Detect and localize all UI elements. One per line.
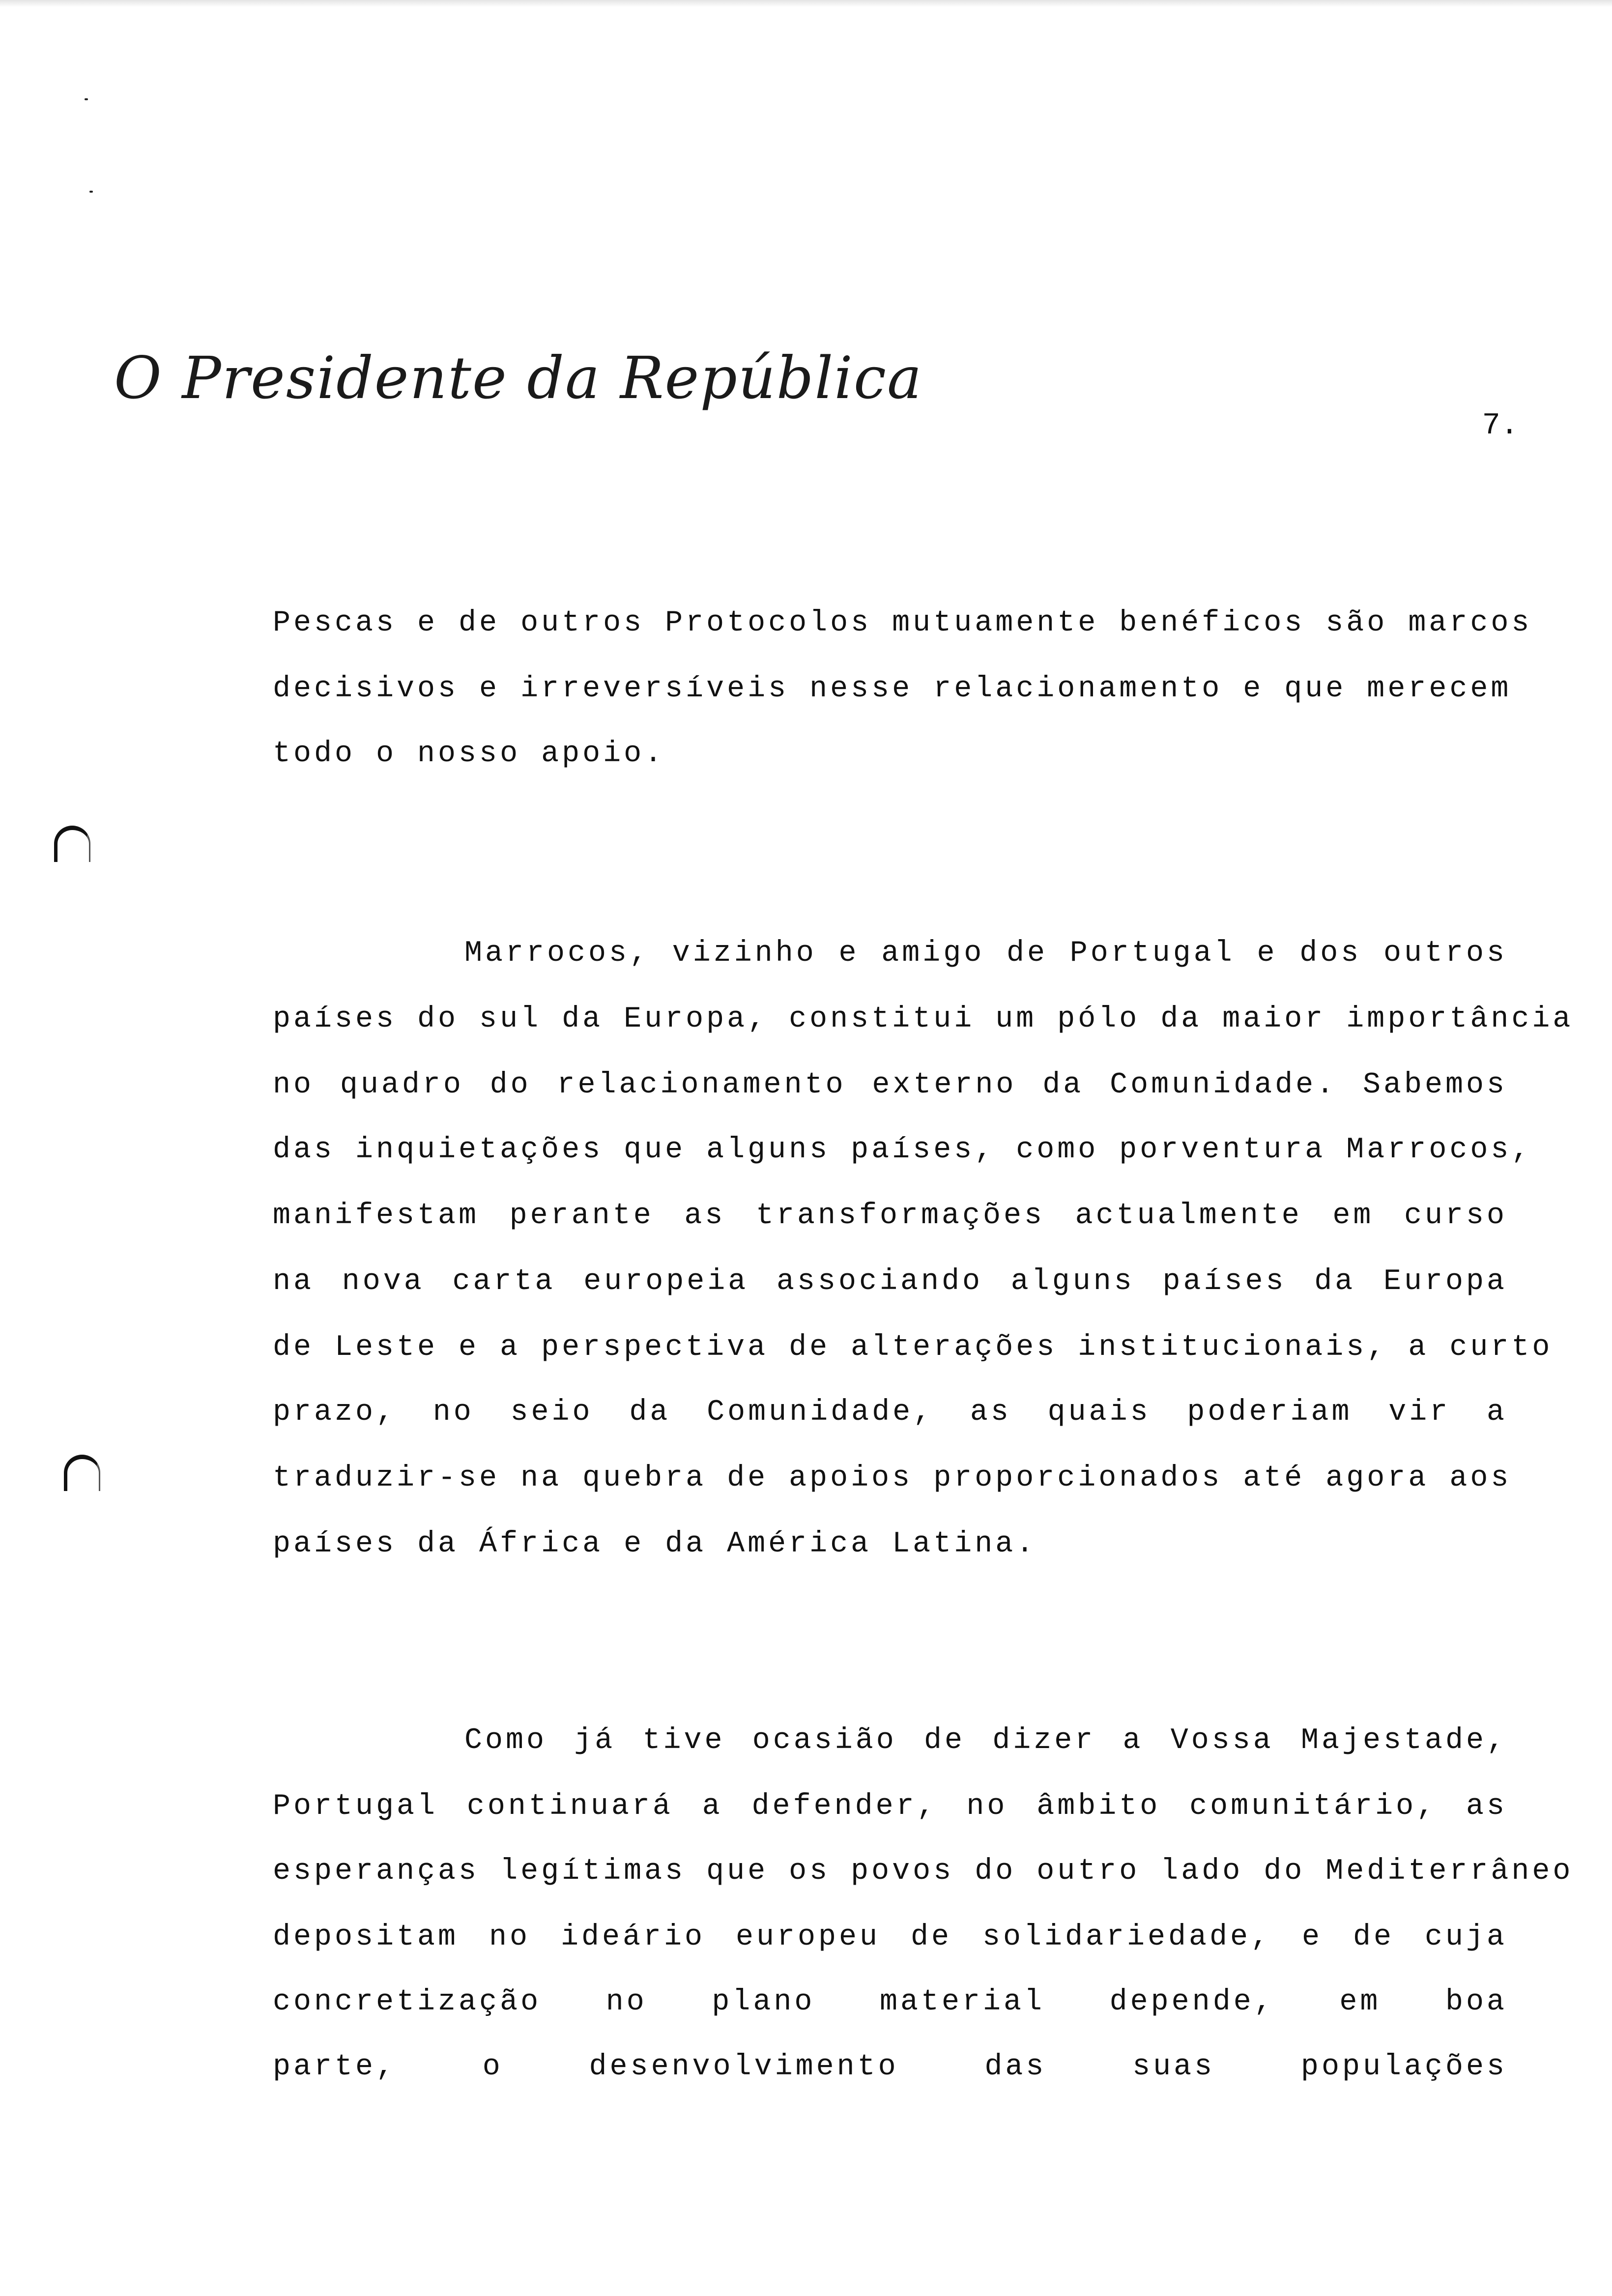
body-text-line: prazo, no seio da Comunidade, as quais poderiam vir a	[273, 1396, 1507, 1429]
body-text-line: Como já tive ocasião de dizer a Vossa Majestade,	[464, 1724, 1507, 1757]
scan-speck	[85, 98, 88, 100]
body-text-line: Pescas e de outros Protocolos mutuamente benéficos são marcos	[273, 606, 1532, 640]
scan-edge-shadow	[0, 0, 1612, 7]
body-text-line: Portugal continuará a defender, no âmbito comunitário, as	[273, 1790, 1507, 1823]
body-text-line: decisivos e irreversíveis nesse relacionamento e que merecem	[273, 672, 1512, 706]
body-text-line: de Leste e a perspectiva de alterações institucionais, a curto	[273, 1331, 1553, 1364]
letterhead-title: O Presidente da República	[114, 344, 923, 412]
body-text-line: parte, o desenvolvimento das suas populações	[273, 2050, 1507, 2084]
body-text-line: países do sul da Europa, constitui um pólo da maior importância	[273, 1003, 1574, 1036]
body-text-line: todo o nosso apoio.	[273, 737, 665, 771]
punch-hole-icon	[64, 1455, 100, 1491]
body-text-line: traduzir-se na quebra de apoios proporcionados até agora aos	[273, 1462, 1512, 1495]
body-text-line: na nova carta europeia associando alguns países da Europa	[273, 1265, 1507, 1298]
page-number: 7.	[1482, 408, 1519, 443]
body-text-line: esperanças legítimas que os povos do outro lado do Mediterrâneo	[273, 1855, 1574, 1888]
body-text-line: das inquietações que alguns países, como porventura Marrocos,	[273, 1133, 1532, 1167]
body-text-line: Marrocos, vizinho e amigo de Portugal e dos outros	[464, 937, 1507, 970]
body-text-line: no quadro do relacionamento externo da Comunidade. Sabemos	[273, 1068, 1507, 1102]
body-text-line: concretização no plano material depende, em boa	[273, 1985, 1507, 2019]
body-text-line: países da África e da América Latina.	[273, 1527, 1037, 1561]
scan-speck	[89, 191, 93, 193]
body-text-line: depositam no ideário europeu de solidariedade, e de cuja	[273, 1921, 1507, 1954]
punch-hole-icon	[54, 826, 90, 862]
body-text-line: manifestam perante as transformações actualmente em curso	[273, 1199, 1507, 1233]
